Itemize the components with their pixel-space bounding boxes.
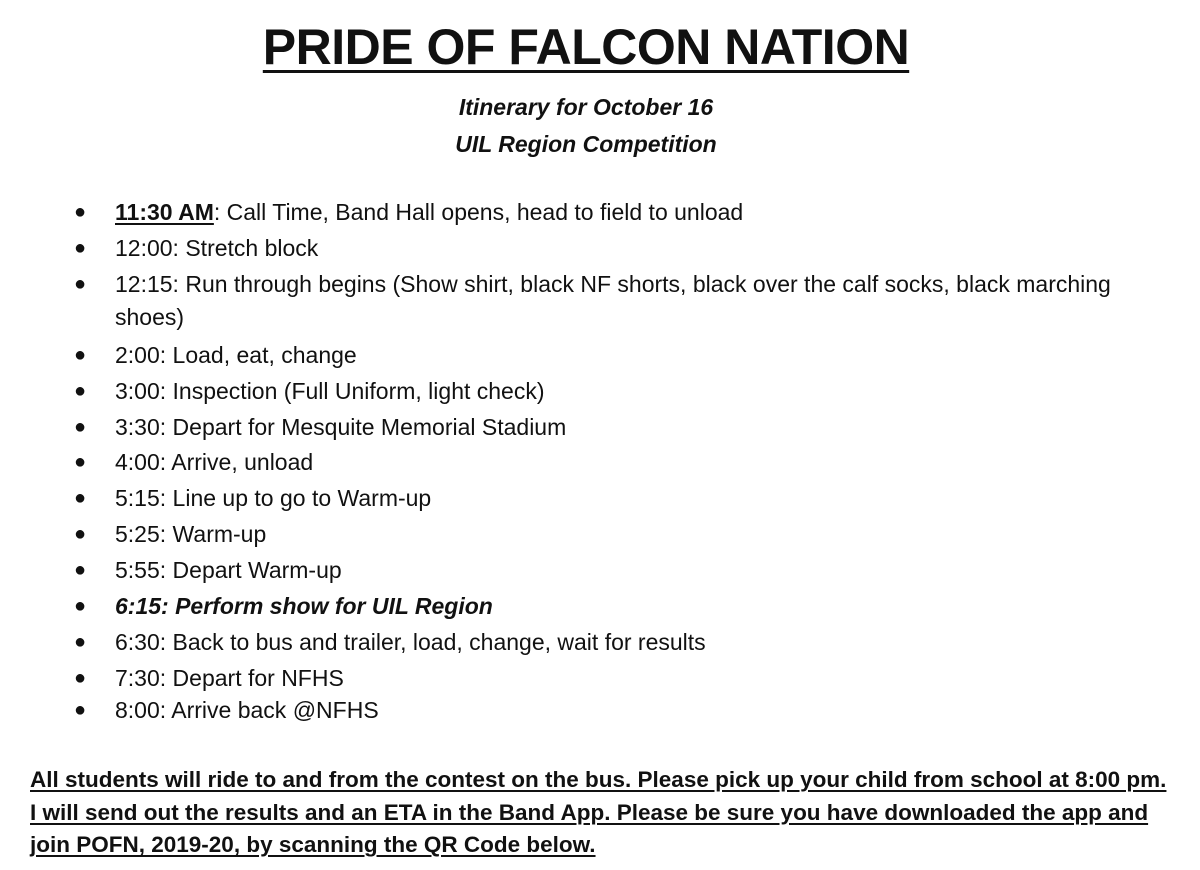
list-item-text: [115, 196, 1175, 229]
list-item-text: 3:00: Inspection (Full Uniform, light check): [115, 378, 545, 404]
bullet-icon: ●: [73, 667, 87, 689]
bullet-icon: ●: [73, 523, 87, 545]
list-item-text: 5:15: Line up to go to Warm-up: [115, 485, 432, 511]
bullet-icon: ●: [73, 237, 87, 259]
bullet-icon: ●: [73, 344, 87, 366]
bullet-icon: ●: [73, 273, 87, 295]
bullet-icon: ●: [73, 487, 87, 509]
bullet-icon: ●: [73, 559, 87, 581]
bullet-icon: ●: [73, 416, 87, 438]
bullet-icon: ●: [73, 451, 87, 473]
list-item-text: 5:25: Warm-up: [115, 521, 267, 547]
competition-subtitle: UIL Region Competition: [455, 131, 717, 157]
bullet-icon: ●: [73, 380, 87, 402]
list-item-text: 2:00: Load, eat, change: [115, 342, 357, 368]
list-item-text: 7:30: Depart for NFHS: [115, 665, 344, 691]
performance-item-text: 6:15: Perform show for UIL Region: [115, 593, 493, 619]
call-time: 11:30 AM: [115, 199, 214, 225]
bullet-icon: ●: [73, 699, 87, 721]
page-title: [0, 16, 1172, 78]
list-item-text: 12:00: Stretch block: [115, 235, 319, 261]
bullet-icon: ●: [73, 595, 87, 617]
list-item-text: 8:00: Arrive back @NFHS: [115, 697, 379, 723]
list-item-text: 5:55: Depart Warm-up: [115, 557, 342, 583]
parent-notice: All students will ride to and from the contest on the bus. Please pick up your child from school at 8:00 pm. I will send out the results and an ETA in the Band App. Please be sure you have downloaded the app and join POFN, 2019-20, by scanning the QR Code below.: [30, 767, 1167, 857]
list-item-text: 6:30: Back to bus and trailer, load, change, wait for results: [115, 629, 706, 655]
list-item-text: 3:30: Depart for Mesquite Memorial Stadium: [115, 414, 567, 440]
call-time-details: : Call Time, Band Hall opens, head to field to unload: [213, 199, 744, 225]
list-item-text: 12:15: Run through begins (Show shirt, black NF shorts, black over the calf socks, black marching shoes): [115, 271, 1111, 330]
page-title-text: PRIDE OF FALCON NATION: [262, 19, 910, 75]
bullet-icon: ●: [73, 201, 87, 223]
list-item-text: 4:00: Arrive, unload: [115, 449, 314, 475]
bullet-icon: ●: [73, 631, 87, 653]
itinerary-date-subtitle: Itinerary for October 16: [458, 94, 714, 120]
